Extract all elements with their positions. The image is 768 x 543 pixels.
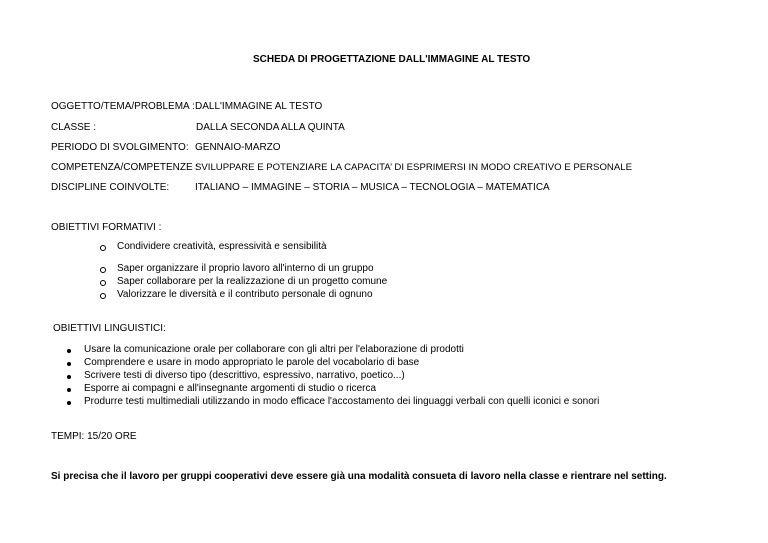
field-label-periodo: PERIODO DI SVOLGIMENTO: (51, 142, 189, 153)
list-item-text: Saper collaborare per la realizzazione di un progetto comune (117, 276, 388, 287)
obiettivi-formativi-heading: OBIETTIVI FORMATIVI : (51, 222, 162, 233)
list-item-text: Produrre testi multimediali utilizzando in modo efficace l'accostamento dei linguaggi verbali con quelli iconici e sonori (84, 396, 600, 407)
tempi-text: TEMPI: 15/20 ORE (51, 431, 137, 442)
bullet-icon (67, 388, 71, 392)
field-value-periodo: GENNAIO-MARZO (195, 142, 281, 153)
bullet-icon (67, 349, 71, 353)
list-item-text: Saper organizzare il proprio lavoro all'interno di un gruppo (117, 263, 374, 274)
field-label-competenza: COMPETENZA/COMPETENZE : (51, 162, 199, 173)
circle-bullet-icon (100, 267, 106, 273)
list-item-text: Esporre ai compagni e all'insegnante argomenti di studio o ricerca (84, 383, 377, 394)
circle-bullet-icon (100, 293, 106, 299)
document-title: SCHEDA DI PROGETTAZIONE DALL'IMMAGINE AL TESTO (253, 54, 531, 65)
list-item-text: Comprendere e usare in modo appropriato le parole del vocabolario di base (84, 357, 420, 368)
field-label-discipline: DISCIPLINE COINVOLTE: (51, 182, 170, 193)
field-value-discipline: ITALIANO – IMMAGINE – STORIA – MUSICA – TECNOLOGIA – MATEMATICA (195, 182, 550, 193)
bullet-icon (67, 401, 71, 405)
bullet-icon (67, 375, 71, 379)
field-value-classe: DALLA SECONDA ALLA QUINTA (196, 122, 345, 133)
field-label-oggetto: OGGETTO/TEMA/PROBLEMA : (51, 101, 195, 112)
circle-bullet-icon (100, 280, 106, 286)
list-item-text: Scrivere testi di diverso tipo (descrittivo, espressivo, narrativo, poetico...) (84, 370, 405, 381)
list-item-text: Usare la comunicazione orale per collaborare con gli altri per l'elaborazione di prodotti (84, 344, 464, 355)
field-label-classe: CLASSE : (51, 122, 97, 133)
field-value-oggetto: DALL'IMMAGINE AL TESTO (195, 101, 323, 112)
bullet-icon (67, 362, 71, 366)
list-item-text: Condividere creatività, espressività e sensibilità (117, 241, 327, 252)
closing-note: Si precisa che il lavoro per gruppi cooperativi deve essere già una modalità consueta di lavoro nella classe e rientrare nel setting. (51, 471, 667, 482)
list-item-text: Valorizzare le diversità e il contributo personale di ognuno (117, 289, 373, 300)
circle-bullet-icon (100, 245, 106, 251)
field-value-competenza: SVILUPPARE E POTENZIARE LA CAPACITA’ DI ESPRIMERSI IN MODO CREATIVO E PERSONALE (195, 162, 632, 173)
obiettivi-linguistici-heading: OBIETTIVI LINGUISTICI: (53, 323, 166, 334)
